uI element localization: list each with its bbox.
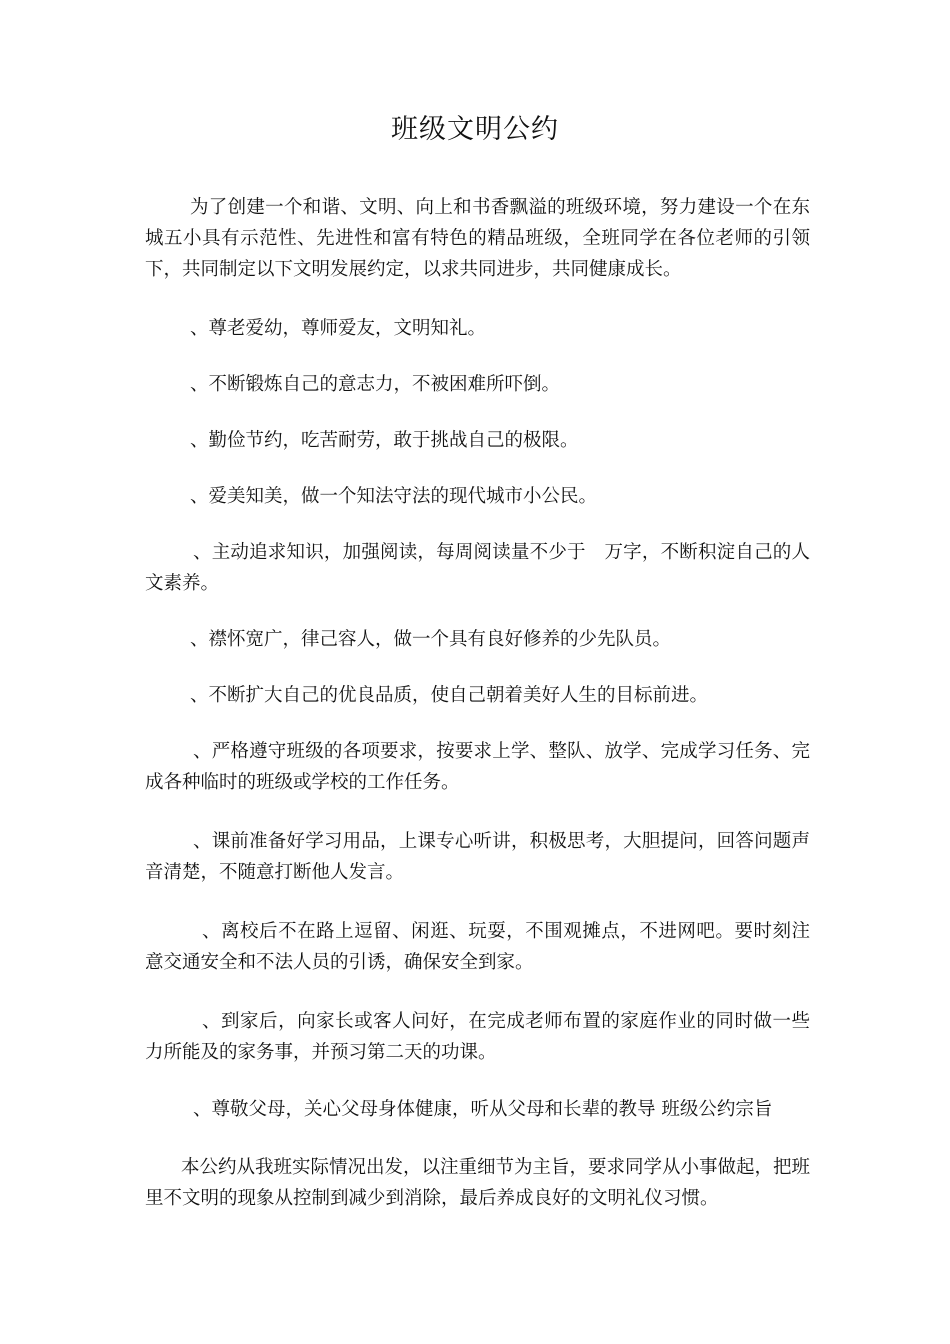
rule-item-11: 、到家后，向家长或客人问好，在完成老师布置的家庭作业的同时做一些力所能及的家务事，并预习第二天的功课。 [145, 1011, 810, 1063]
intro-paragraph: 为了创建一个和谐、文明、向上和书香飘溢的班级环境，努力建设一个在东城五小具有示范性、先进性和富有特色的精品班级，全班同学在各位老师的引领下，共同制定以下文明发展约定，以求共同进步，共同健康成长。 [145, 197, 810, 280]
rule-item-1: 、尊老爱幼，尊师爱友，文明知礼。 [190, 318, 487, 339]
closing-paragraph: 本公约从我班实际情况出发，以注重细节为主旨，要求同学从小事做起，把班里不文明的现象从控制到减少到消除，最后养成良好的文明礼仪习惯。 [145, 1157, 811, 1209]
rule-item-7: 、不断扩大自己的优良品质，使自己朝着美好人生的目标前进。 [190, 685, 709, 706]
rule-item-5: 、主动追求知识，加强阅读，每周阅读量不少于 万字，不断积淀自己的人文素养。 [145, 542, 810, 594]
rule-item-12: 、尊敬父母，关心父母身体健康，听从父母和长辈的教导 班级公约宗旨 [193, 1099, 773, 1120]
rule-item-2: 、不断锻炼自己的意志力，不被困难所吓倒。 [190, 374, 561, 395]
rule-item-9: 、课前准备好学习用品，上课专心听讲，积极思考，大胆提问，回答问题声音清楚，不随意打断他人发言。 [145, 831, 810, 883]
document-title: 班级文明公约 [391, 114, 559, 145]
rule-item-6: 、襟怀宽广，律己容人，做一个具有良好修养的少先队员。 [190, 629, 672, 650]
rule-item-10: 、离校后不在路上逗留、闲逛、玩耍，不围观摊点，不进网吧。要时刻注意交通安全和不法人员的引诱，确保安全到家。 [145, 921, 810, 973]
rule-item-3: 、勤俭节约，吃苦耐劳，敢于挑战自己的极限。 [190, 430, 579, 451]
rule-item-4: 、爱美知美，做一个知法守法的现代城市小公民。 [190, 486, 598, 507]
rule-item-8: 、严格遵守班级的各项要求，按要求上学、整队、放学、完成学习任务、完成各种临时的班级或学校的工作任务。 [145, 741, 810, 793]
